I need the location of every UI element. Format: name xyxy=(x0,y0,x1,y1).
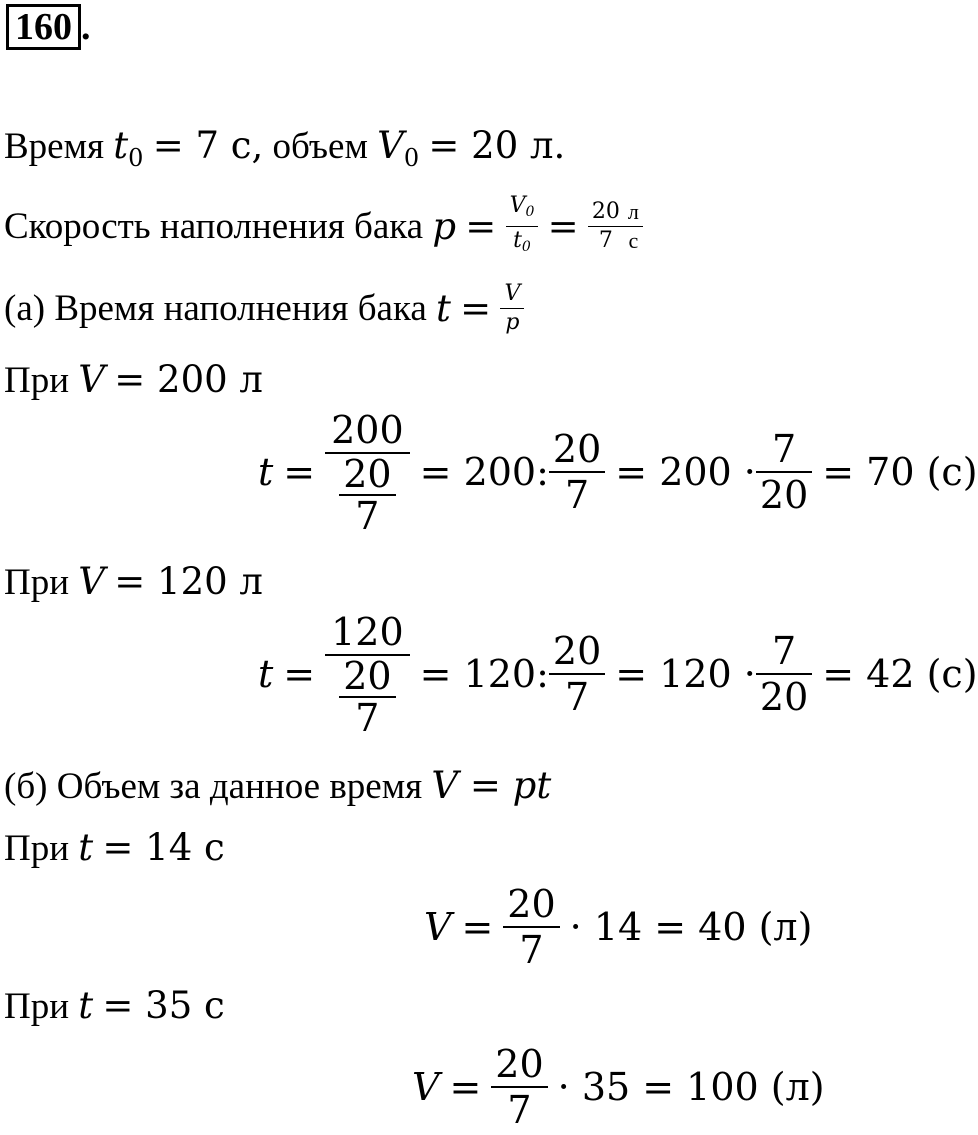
eq-v200-big-num: 200 xyxy=(325,408,410,454)
speed-var: p xyxy=(432,204,457,248)
case-t35-value: = 35 с xyxy=(102,984,225,1027)
eq-v200-inner-num: 20 xyxy=(339,454,395,496)
speed-unit-num: л xyxy=(624,198,643,227)
given-v0-value: = 20 л. xyxy=(428,124,566,167)
case-v120-value: = 120 л xyxy=(114,560,263,603)
case-t35-var: t xyxy=(78,984,94,1027)
eq-t35-fraction xyxy=(491,1042,547,1132)
case-t14-prefix: При xyxy=(4,828,70,869)
eq-v120-inner-num: 20 xyxy=(339,656,395,698)
case-t14-line xyxy=(4,826,225,871)
part-a-eq: = xyxy=(460,286,492,330)
eq-t14-fraction xyxy=(503,882,559,972)
case-v120-line xyxy=(4,560,263,605)
speed-fraction-20-7 xyxy=(588,198,624,255)
eq-v120-f2-den: 20 xyxy=(759,675,809,719)
equation-t35 xyxy=(412,1042,825,1132)
eq-v200-complex-fraction xyxy=(325,408,410,536)
eq-v200-lhs: t xyxy=(258,450,274,494)
eq-v120-inner-den: 7 xyxy=(355,696,380,740)
case-v200-prefix: При xyxy=(4,360,70,401)
case-v200-var: V xyxy=(78,358,106,401)
eq-v120-f2-num: 7 xyxy=(756,629,812,675)
part-a-line xyxy=(4,280,524,337)
eq-v120-eq: = xyxy=(283,652,316,696)
problem-number-dot: . xyxy=(81,6,91,48)
eq-t35-result: · 35 = 100 (л) xyxy=(557,1065,825,1109)
speed-frac1-den-sub: 0 xyxy=(521,239,531,255)
part-a-fraction xyxy=(500,280,524,337)
speed-frac2-num: 20 xyxy=(588,198,624,227)
given-line xyxy=(4,124,565,180)
equation-v200 xyxy=(258,408,978,536)
speed-eq2: = xyxy=(547,204,579,248)
case-t14-var: t xyxy=(78,826,94,869)
speed-unit-fraction xyxy=(624,198,643,255)
case-v120-prefix: При xyxy=(4,562,70,603)
eq-v120-big-num: 120 xyxy=(325,610,410,656)
given-v0-var: V xyxy=(377,124,404,167)
eq-v200-mid2: = 200 · xyxy=(615,450,756,494)
eq-v200-mid1: = 200: xyxy=(419,450,549,494)
eq-v120-complex-fraction xyxy=(325,610,410,738)
eq-v120-fraction-7-20 xyxy=(756,629,812,719)
eq-t35-eq: = xyxy=(449,1065,482,1109)
eq-t14-result: · 14 = 40 (л) xyxy=(569,905,813,949)
problem-number-box: 160 xyxy=(6,4,81,50)
eq-t14-f-den: 7 xyxy=(519,928,544,972)
speed-eq: = xyxy=(465,204,497,248)
equation-v120 xyxy=(258,610,978,738)
eq-t14-eq: = xyxy=(461,905,494,949)
equation-t14 xyxy=(424,882,812,972)
given-time-word: Время xyxy=(4,126,105,167)
case-v200-value: = 200 л xyxy=(114,358,263,401)
eq-v200-f2-den: 20 xyxy=(759,473,809,517)
eq-v200-f1-num: 20 xyxy=(549,427,605,473)
eq-t35-lhs: V xyxy=(412,1065,440,1109)
part-b-label: (б) Объем за данное время xyxy=(4,766,423,807)
eq-t14-f-num: 20 xyxy=(503,882,559,928)
eq-v120-f1-den: 7 xyxy=(565,675,590,719)
eq-v120-f1-num: 20 xyxy=(549,629,605,675)
eq-t35-f-den: 7 xyxy=(507,1088,532,1132)
case-v200-line xyxy=(4,358,263,403)
speed-frac1-num-sub: 0 xyxy=(525,204,535,220)
given-t0-value: = 7 с, xyxy=(152,124,264,167)
given-v0-sub: 0 xyxy=(403,144,420,172)
eq-v120-mid1: = 120: xyxy=(419,652,549,696)
speed-frac1-den: t xyxy=(513,228,522,253)
given-t0-sub: 0 xyxy=(128,144,144,172)
part-b-formula: V = pt xyxy=(431,764,552,807)
speed-line xyxy=(4,192,643,261)
eq-v120-lhs: t xyxy=(258,652,274,696)
case-v120-var: V xyxy=(78,560,106,603)
eq-v200-inner-den: 7 xyxy=(355,494,380,538)
eq-v120-fraction-20-7 xyxy=(549,629,605,719)
case-t35-line xyxy=(4,984,225,1029)
part-a-label: (а) Время наполнения бака xyxy=(4,287,427,329)
eq-v120-result: = 42 (с) xyxy=(822,652,978,696)
part-a-frac-num: V xyxy=(500,280,524,309)
eq-v200-inner-fraction xyxy=(339,454,395,536)
eq-v200-f2-num: 7 xyxy=(756,427,812,473)
part-b-line xyxy=(4,764,551,809)
case-t35-prefix: При xyxy=(4,986,70,1027)
eq-v120-inner-fraction xyxy=(339,656,395,738)
eq-v200-fraction-20-7 xyxy=(549,427,605,517)
given-volume-word: объем xyxy=(272,126,368,167)
eq-v200-eq: = xyxy=(283,450,316,494)
speed-unit-den: с xyxy=(628,228,639,253)
part-a-frac-den: p xyxy=(505,310,520,335)
eq-t14-lhs: V xyxy=(424,905,452,949)
speed-label: Скорость наполнения бака xyxy=(4,205,424,247)
speed-frac1-num: V xyxy=(509,193,526,218)
speed-frac2-den: 7 xyxy=(598,228,613,253)
case-t14-value: = 14 с xyxy=(102,826,225,869)
eq-v200-fraction-7-20 xyxy=(756,427,812,517)
part-a-var: t xyxy=(436,286,451,330)
given-t0-var: t xyxy=(113,124,129,167)
eq-t35-f-num: 20 xyxy=(491,1042,547,1088)
eq-v200-result: = 70 (с) xyxy=(822,450,978,494)
eq-v200-f1-den: 7 xyxy=(565,473,590,517)
speed-fraction-v0-t0 xyxy=(506,192,539,261)
problem-number xyxy=(6,4,91,50)
eq-v120-mid2: = 120 · xyxy=(615,652,756,696)
